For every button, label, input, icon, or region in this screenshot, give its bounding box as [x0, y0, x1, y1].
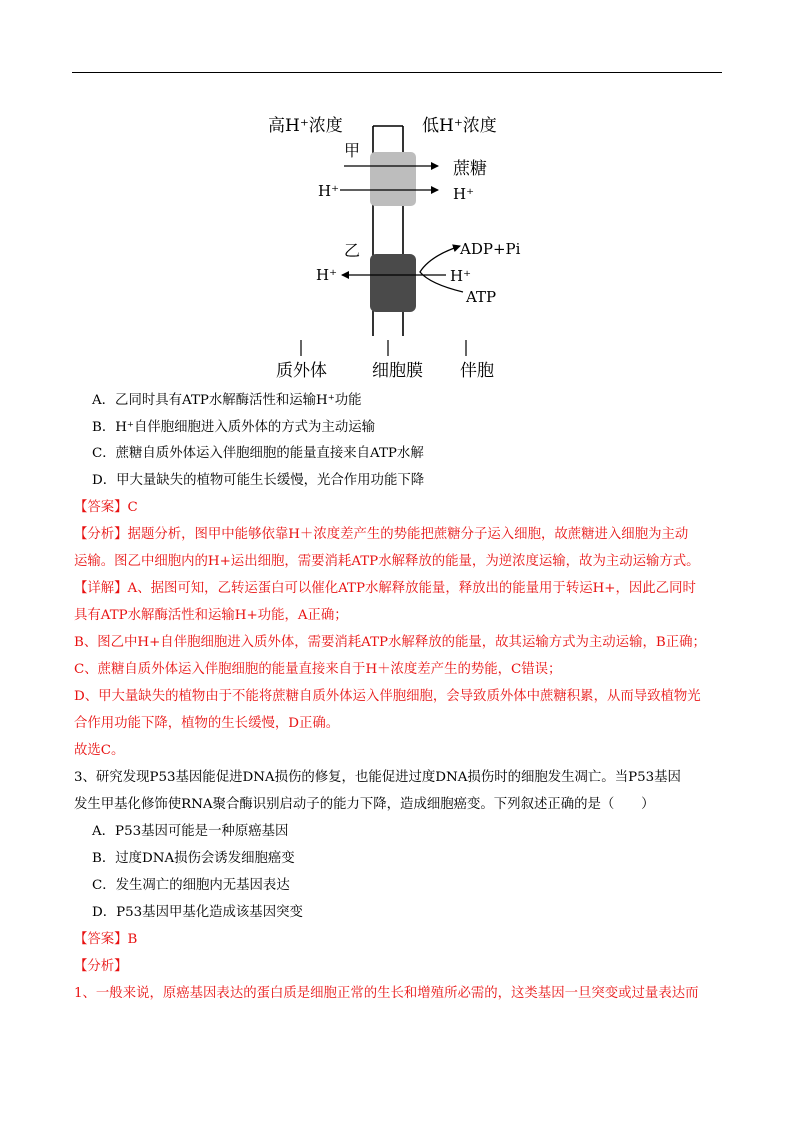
q2-answer: 【答案】C [74, 500, 138, 515]
q2-detail-c: C、蔗糖自质外体运入伴胞细胞的能量直接来自于H＋浓度差产生的势能，C错误； [74, 662, 562, 677]
transport-diagram [260, 104, 550, 386]
transport-diagram-svg [260, 104, 550, 386]
q2-option-b: B．H⁺自伴胞细胞进入质外体的方式为主动运输 [92, 420, 376, 435]
q2-option-a: A．乙同时具有ATP水解酶活性和运输H⁺功能 [92, 393, 362, 408]
q2-detail-d-line-2: 合作用功能下降，植物的生长缓慢，D正确。 [74, 716, 340, 731]
q3-option-b: B．过度DNA损伤会诱发细胞癌变 [92, 851, 295, 866]
companion-label: 伴胞 [460, 361, 494, 381]
q2-analysis-line-1: 【分析】据题分析，图甲中能够依靠H＋浓度差产生的势能把蔗糖分子运入细胞，故蔗糖进入细胞为主动 [74, 527, 689, 542]
h-plus-left-jia: H⁺ [318, 182, 339, 200]
sucrose-label: 蔗糖 [453, 159, 487, 179]
q3-answer: 【答案】B [74, 932, 138, 947]
transporter-jia [370, 152, 416, 206]
q2-detail-line-2: 具有ATP水解酶活性和运输H+功能，A正确； [74, 608, 348, 623]
high-conc-label: 高H⁺浓度 [268, 116, 343, 136]
q3-option-c: C．发生凋亡的细胞内无基因表达 [92, 878, 290, 893]
q3-analysis: 【分析】 [74, 959, 128, 974]
q2-option-d: D．甲大量缺失的植物可能生长缓慢，光合作用功能下降 [92, 473, 425, 488]
yi-label: 乙 [344, 241, 361, 260]
q3-option-d: D．P53基因甲基化造成该基因突变 [92, 905, 303, 920]
q2-analysis-line-2: 运输。图乙中细胞内的H+运出细胞，需要消耗ATP水解释放的能量，为逆浓度运输，故为主动运输方式。 [74, 554, 700, 569]
h-plus-right-yi: H⁺ [450, 267, 471, 285]
q2-choose: 故选C。 [74, 743, 125, 758]
membrane-label: 细胞膜 [372, 361, 423, 381]
q3-stem-line-2: 发生甲基化修饰使RNA聚合酶识别启动子的能力下降，造成细胞癌变。下列叙述正确的是（ ） [74, 797, 655, 812]
q3-point-1: 1、一般来说，原癌基因表达的蛋白质是细胞正常的生长和增殖所必需的，这类基因一旦突变或过量表达而 [74, 986, 699, 1001]
low-conc-label: 低H⁺浓度 [422, 116, 497, 136]
q2-option-c: C．蔗糖自质外体运入伴胞细胞的能量直接来自ATP水解 [92, 446, 424, 461]
adp-pi-label: ADP+Pi [460, 240, 521, 258]
header-rule [72, 72, 722, 73]
q3-stem-line-1: 3、研究发现P53基因能促进DNA损伤的修复，也能促进过度DNA损伤时的细胞发生凋亡。当P53基因 [74, 770, 681, 785]
transporter-yi [370, 254, 416, 312]
q2-detail-b: B、图乙中H+自伴胞细胞进入质外体，需要消耗ATP水解释放的能量，故其运输方式为主动运输，B正确； [74, 635, 706, 650]
q2-detail-line-1: 【详解】A、据图可知，乙转运蛋白可以催化ATP水解释放能量，释放出的能量用于转运H+，因此乙同时 [74, 581, 696, 596]
h-plus-right-jia: H⁺ [453, 185, 474, 203]
phloem-label: 质外体 [276, 361, 327, 381]
jia-label: 甲 [344, 141, 361, 160]
h-plus-left-yi: H⁺ [316, 266, 337, 284]
q2-detail-d-line-1: D、甲大量缺失的植物由于不能将蔗糖自质外体运入伴胞细胞，会导致质外体中蔗糖积累，从而导致植物光 [74, 689, 701, 704]
atp-label: ATP [466, 288, 497, 306]
q3-option-a: A．P53基因可能是一种原癌基因 [92, 824, 289, 839]
